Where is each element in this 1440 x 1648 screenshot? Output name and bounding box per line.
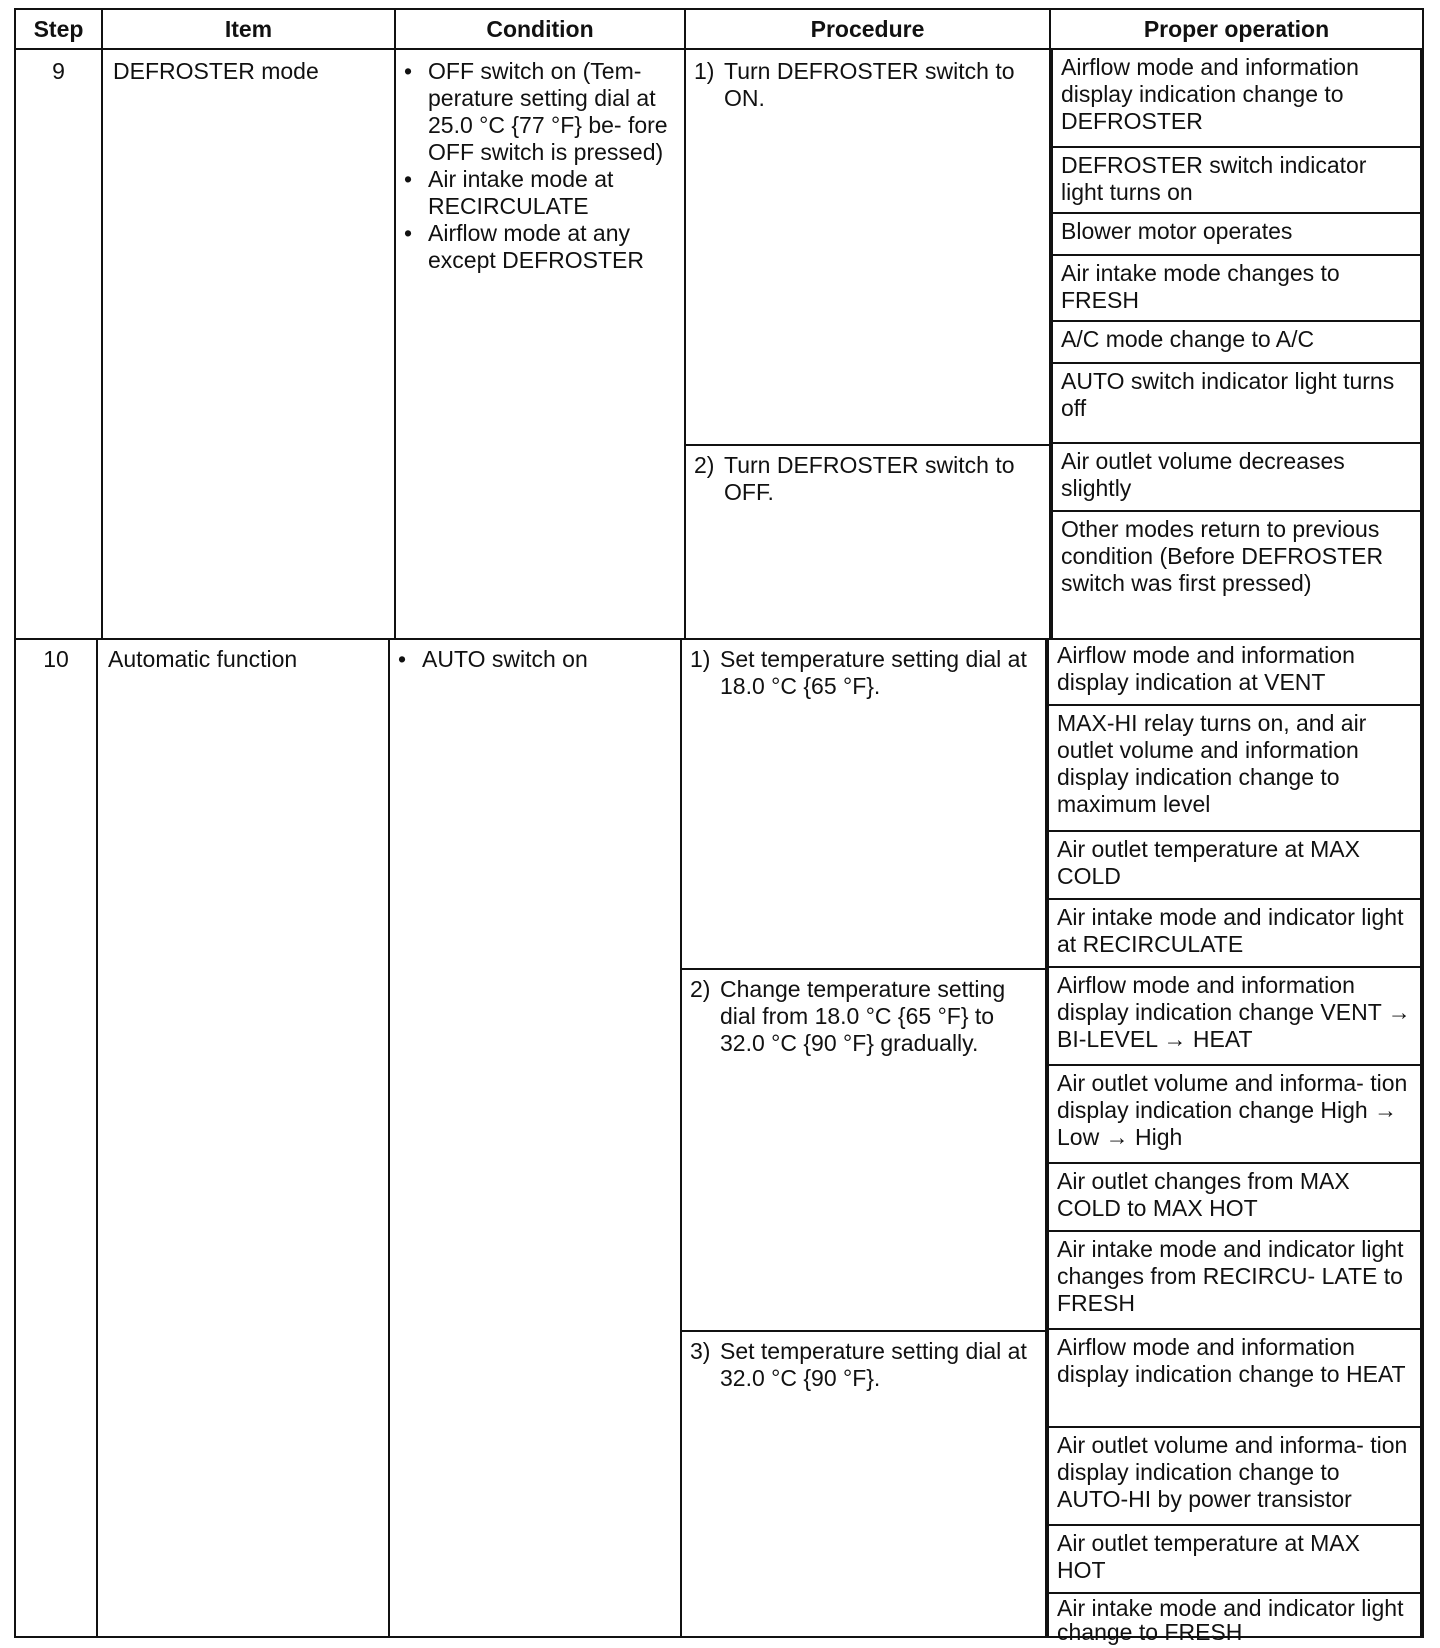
- header-procedure: Procedure: [686, 10, 1051, 50]
- procedure-number: 1): [690, 646, 711, 672]
- procedure-text: Change temperature setting dial from 18.0 °C {65 °F} to 32.0 °C {90 °F} gradually.: [720, 976, 1006, 1056]
- condition-item: • Air intake mode at RECIRCULATE: [398, 166, 676, 220]
- result-cell: Airflow mode and information display indication at VENT: [1047, 638, 1422, 706]
- step-number: 9: [52, 58, 65, 84]
- header-condition: Condition: [396, 10, 686, 50]
- result-cell: Air outlet volume and informa- tion display indication change High → Low → High: [1047, 1066, 1422, 1164]
- result-cell: Airflow mode and information display indication change to HEAT: [1047, 1330, 1422, 1428]
- item-cell: [98, 638, 390, 1636]
- header-proper-operation: Proper operation: [1051, 10, 1422, 50]
- step-number: 10: [43, 646, 69, 672]
- result-cell: Air outlet temperature at MAX HOT: [1047, 1526, 1422, 1594]
- procedure-text: Turn DEFROSTER switch to OFF.: [724, 452, 1015, 505]
- result-cell: AUTO switch indicator light turns off: [1051, 364, 1422, 444]
- result-cell: Air intake mode changes to FRESH: [1051, 256, 1422, 322]
- procedure-text: Set temperature setting dial at 32.0 °C {90 °F}.: [720, 1338, 1027, 1391]
- condition-item: • Airflow mode at any except DEFROSTER: [398, 220, 676, 274]
- condition-item: • AUTO switch on: [392, 646, 672, 673]
- procedure-text: Turn DEFROSTER switch to ON.: [724, 58, 1015, 111]
- procedure-step: [682, 638, 1047, 968]
- condition-item: • OFF switch on (Tem- perature setting dial at 25.0 °C {77 °F} be- fore OFF switch is pressed): [398, 58, 676, 166]
- result-cell: Air intake mode and indicator light change to FRESH: [1047, 1594, 1422, 1636]
- result-cell: Airflow mode and information display indication change VENT → BI-LEVEL → HEAT: [1047, 968, 1422, 1066]
- procedure-step: [682, 1330, 1047, 1636]
- result-cell: DEFROSTER switch indicator light turns on: [1051, 148, 1422, 214]
- result-cell: Air intake mode and indicator light changes from RECIRCU- LATE to FRESH: [1047, 1232, 1422, 1330]
- result-cell: Air intake mode and indicator light at RECIRCULATE: [1047, 900, 1422, 968]
- procedure-number: 1): [694, 58, 715, 84]
- result-cell: A/C mode change to A/C: [1051, 322, 1422, 364]
- procedure-number: 2): [690, 976, 711, 1002]
- step-cell: [16, 638, 98, 1636]
- item-cell: [103, 50, 396, 638]
- result-cell: Air outlet temperature at MAX COLD: [1047, 832, 1422, 900]
- result-cell: MAX-HI relay turns on, and air outlet volume and information display indication change to maximum level: [1047, 706, 1422, 832]
- result-cell: Other modes return to previous condition (Before DEFROSTER switch was first pressed): [1051, 512, 1422, 638]
- result-cell: Air outlet volume decreases slightly: [1051, 444, 1422, 512]
- procedure-number: 2): [694, 452, 715, 478]
- step-cell: [16, 50, 103, 638]
- result-cell: Air outlet changes from MAX COLD to MAX HOT: [1047, 1164, 1422, 1232]
- header-step: Step: [16, 10, 103, 50]
- procedure-text: Set temperature setting dial at 18.0 °C {65 °F}.: [720, 646, 1027, 699]
- procedure-number: 3): [690, 1338, 711, 1364]
- condition-cell: [396, 50, 686, 638]
- procedure-step: [686, 50, 1051, 444]
- condition-cell: [390, 638, 682, 1636]
- result-cell: Air outlet volume and informa- tion display indication change to AUTO-HI by power transistor: [1047, 1428, 1422, 1526]
- header-item: Item: [103, 10, 396, 50]
- result-cell: Blower motor operates: [1051, 214, 1422, 256]
- item-label: Automatic function: [108, 646, 298, 672]
- procedure-table: [14, 8, 1424, 1645]
- procedure-step: [686, 444, 1051, 638]
- result-cell: Airflow mode and information display indication change to DEFROSTER: [1051, 50, 1422, 148]
- item-label: DEFROSTER mode: [113, 58, 319, 84]
- procedure-step: [682, 968, 1047, 1330]
